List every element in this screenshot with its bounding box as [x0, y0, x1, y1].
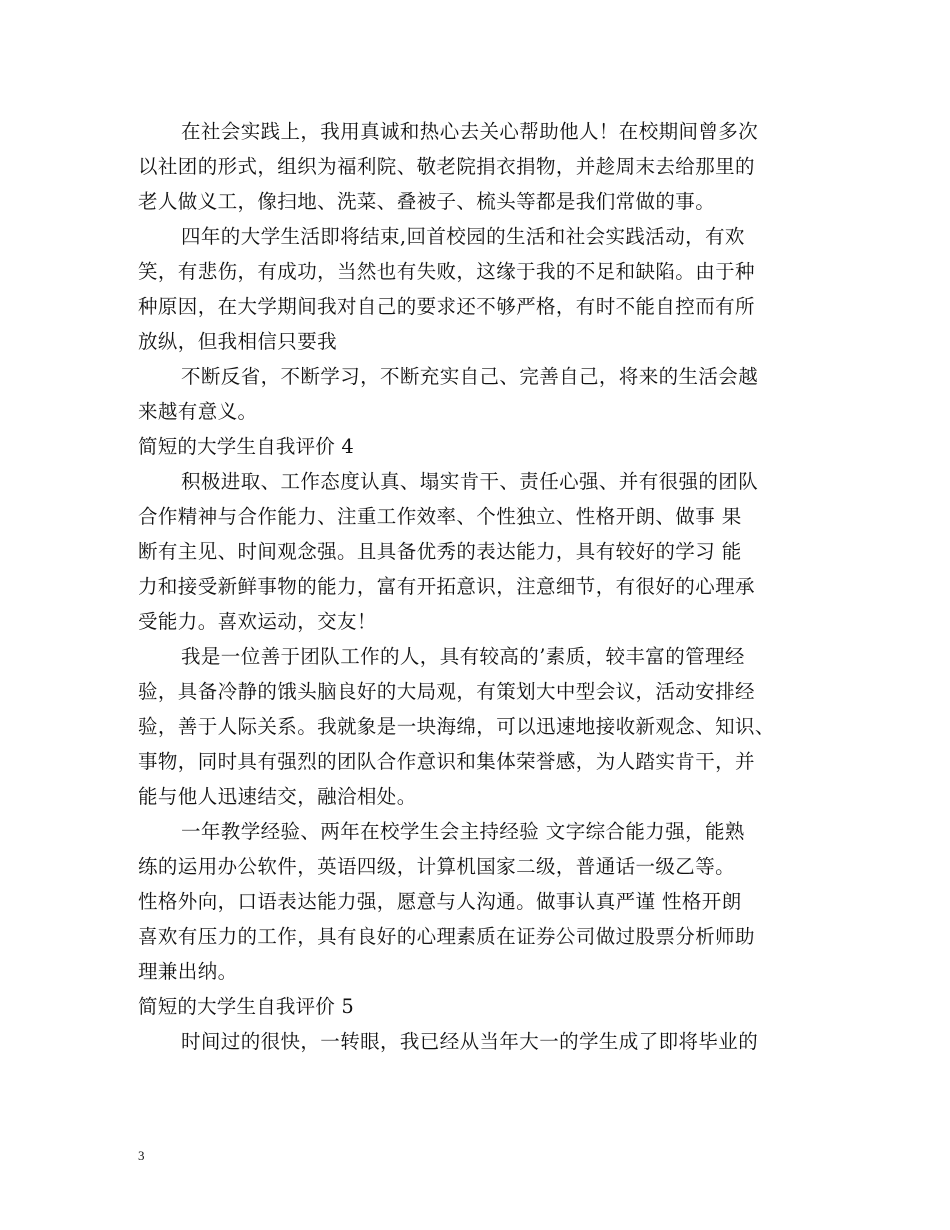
paragraph: [138, 464, 828, 639]
text-line: 受能力。喜欢运动，交友！: [138, 610, 377, 633]
heading-text: 简短的大学生自我评价 5: [138, 995, 355, 1018]
section-heading: [138, 989, 828, 1024]
text-line: 时间过的很快，一转眼，我已经从当年大一的学生成了即将毕业的: [181, 1030, 759, 1053]
text-line: 练的运用办公软件，英语四级，计算机国家二级，普通话一级乙等。: [138, 855, 736, 878]
document-body: [138, 114, 828, 1059]
text-line: 理兼出纳。: [138, 960, 238, 983]
text-line: 老人做义工，像扫地、洗菜、叠被子、梳头等都是我们常做的事。: [138, 190, 716, 213]
text-line: 验，善于人际关系。我就象是一块海绵，可以迅速地接收新观念、知识、: [138, 715, 775, 738]
paragraph: [138, 639, 828, 814]
text-line: 能与他人迅速结交，融洽相处。: [138, 785, 417, 808]
paragraph: [138, 814, 828, 989]
text-line: 四年的大学生活即将结束,回首校园的生活和社会实践活动，有欢: [181, 225, 745, 248]
section-heading: [138, 429, 828, 464]
paragraph: [138, 1024, 828, 1059]
text-line: 笑，有悲伤，有成功，当然也有失败，这缘于我的不足和缺陷。由于种: [138, 260, 755, 283]
text-line: 不断反省，不断学习，不断充实自己、完善自己，将来的生活会越: [181, 365, 759, 388]
text-line: 性格外向，口语表达能力强，愿意与人沟通。做事认真严谨 性格开朗: [138, 890, 742, 913]
page-number: 3: [138, 1148, 145, 1163]
text-line: 验，具备冷静的饿头脑良好的大局观，有策划大中型会议，活动安排经: [138, 680, 755, 703]
text-line: 事物，同时具有强烈的团队合作意识和集体荣誉感，为人踏实肯干，并: [138, 750, 755, 773]
text-line: 以社团的形式，组织为福利院、敬老院捐衣捐物，并趁周末去给那里的: [138, 155, 755, 178]
text-line: 我是一位善于团队工作的人，具有较高的’素质，较丰富的管理经: [181, 645, 745, 668]
text-line: 来越有意义。: [138, 400, 258, 423]
text-line: 在社会实践上，我用真诚和热心去关心帮助他人！在校期间曾多次: [181, 120, 759, 143]
text-line: 积极进取、工作态度认真、塌实肯干、责任心强、并有很强的团队: [181, 470, 759, 493]
text-line: 断有主见、时间观念强。且具备优秀的表达能力，具有较好的学习 能: [138, 540, 742, 563]
text-line: 放纵，但我相信只要我: [138, 330, 338, 353]
text-line: 种原因，在大学期间我对自己的要求还不够严格，有时不能自控而有所: [138, 295, 755, 318]
text-line: 喜欢有压力的工作，具有良好的心理素质在证券公司做过股票分析师助: [138, 925, 755, 948]
text-line: 一年教学经验、两年在校学生会主持经验 文字综合能力强，能熟: [181, 820, 745, 843]
text-line: 合作精神与合作能力、注重工作效率、个性独立、性格开朗、做事 果: [138, 505, 742, 528]
paragraph: [138, 219, 828, 359]
text-line: 力和接受新鲜事物的能力，富有开拓意识，注意细节，有很好的心理承: [138, 575, 755, 598]
paragraph: [138, 359, 828, 429]
paragraph: [138, 114, 828, 219]
heading-text: 简短的大学生自我评价 4: [138, 435, 355, 458]
